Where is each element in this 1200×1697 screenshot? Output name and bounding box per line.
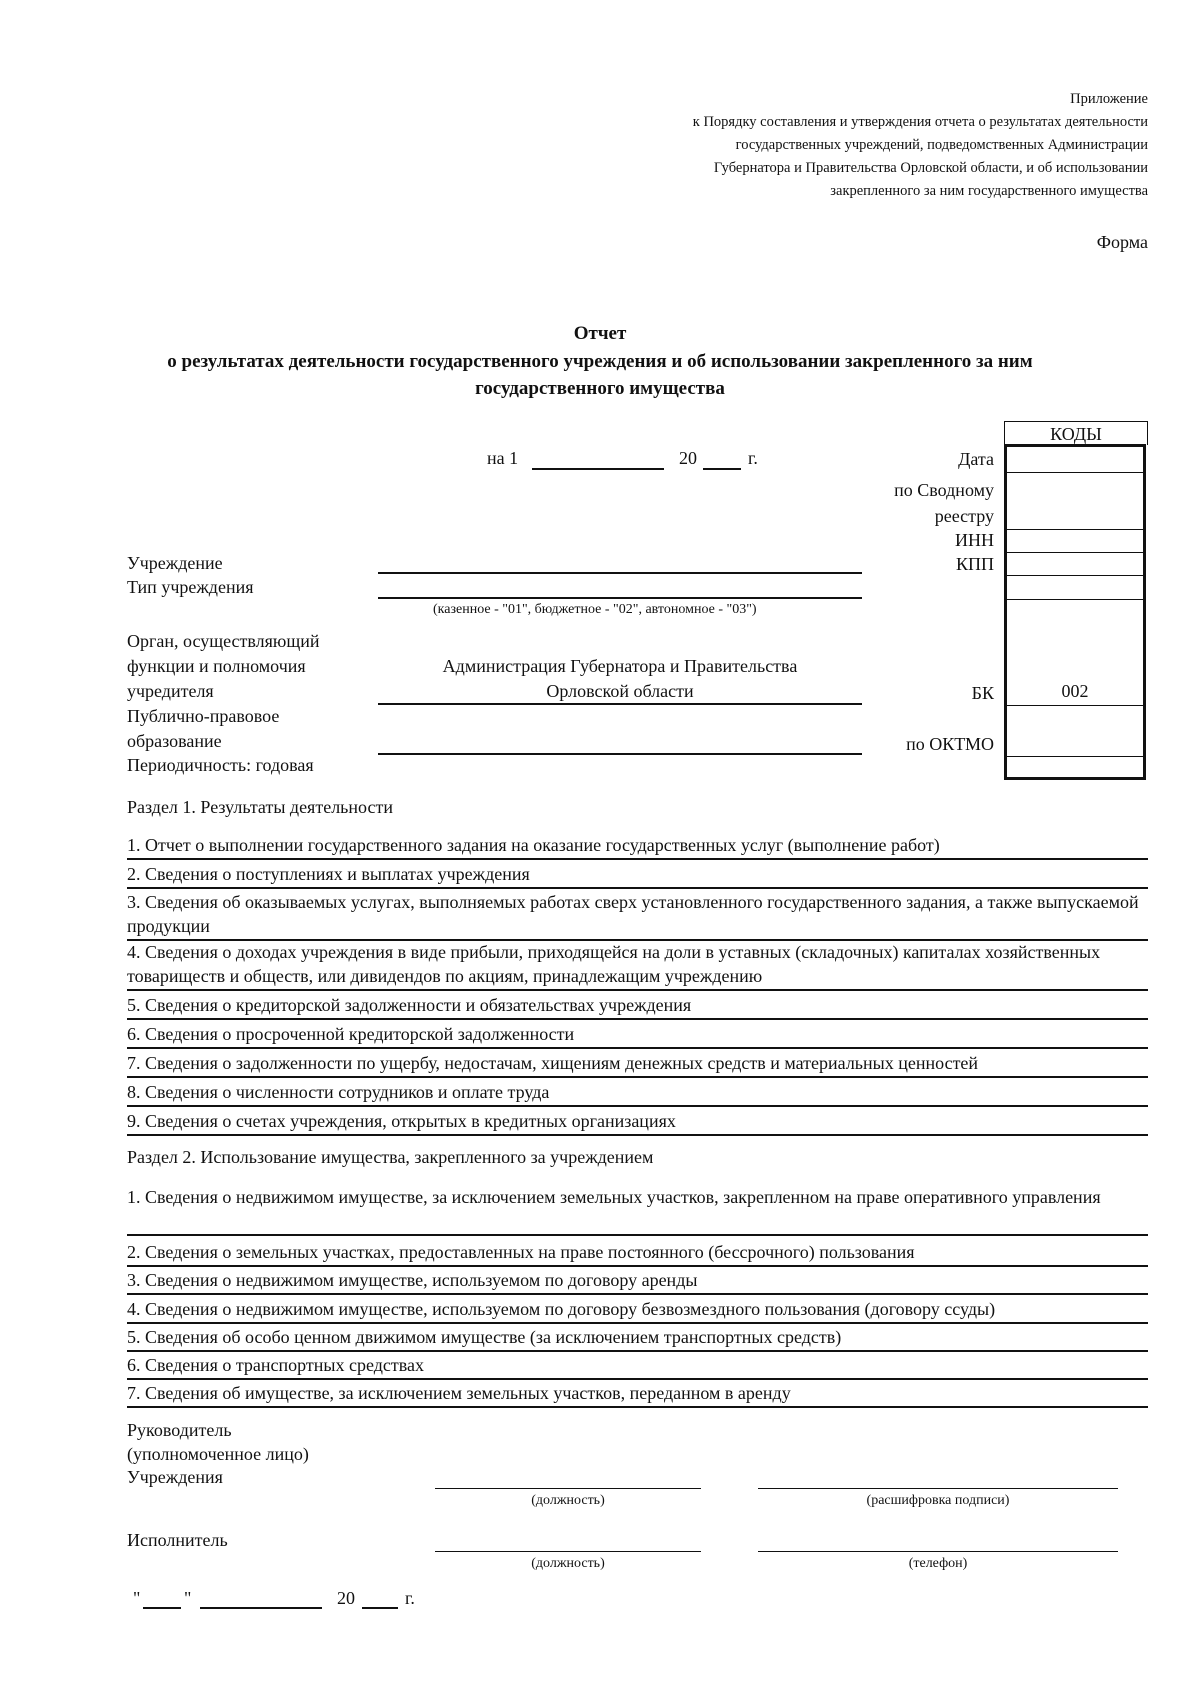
report-subtitle-line2: государственного имущества — [475, 378, 725, 399]
section1-item[interactable]: 2. Сведения о поступлениях и выплатах учреждения — [127, 862, 1148, 889]
section1-item[interactable]: 3. Сведения об оказываемых услугах, выполняемых работах сверх установленного государственного задания, а также выпускаемой продукции — [127, 890, 1148, 941]
periodicity-label: Периодичность: годовая — [127, 755, 314, 775]
codes-table — [1004, 444, 1146, 780]
codes-label-inn: ИНН — [955, 530, 994, 550]
executor-phone-field[interactable] — [758, 1551, 1118, 1552]
institution-type-field[interactable] — [378, 597, 862, 599]
codes-label-kpp: КПП — [955, 554, 994, 574]
codes-label-svod: по Сводному — [894, 480, 994, 500]
section1-item[interactable]: 8. Сведения о численности сотрудников и оплате труда — [127, 1080, 1148, 1107]
organ-label-line1: Орган, осуществляющий — [127, 631, 320, 651]
appendix-header — [428, 88, 1148, 203]
organ-field[interactable] — [378, 703, 862, 705]
section1-item[interactable]: 6. Сведения о просроченной кредиторской задолженности — [127, 1022, 1148, 1049]
section2-item[interactable]: 5. Сведения об особо ценном движимом имуществе (за исключением транспортных средств) — [127, 1325, 1148, 1352]
head-label-line3: Учреждения — [127, 1467, 223, 1487]
date-year-prefix: 20 — [679, 448, 697, 468]
appendix-line: Приложение — [1070, 91, 1148, 107]
sign-date-quote-close: " — [184, 1588, 192, 1608]
codes-header: КОДЫ — [1004, 421, 1148, 445]
codes-label-oktmo: по ОКТМО — [906, 734, 994, 754]
date-prefix: на 1 — [487, 448, 519, 468]
institution-label: Учреждение — [127, 553, 223, 573]
section2-title: Раздел 2. Использование имущества, закрепленного за учреждением — [127, 1147, 654, 1167]
codes-label-date: Дата — [958, 449, 994, 469]
institution-field[interactable] — [378, 572, 862, 574]
appendix-line: закрепленного за ним государственного имущества — [830, 183, 1148, 199]
code-registry-cell[interactable] — [1007, 472, 1143, 530]
organ-value-line1: Администрация Губернатора и Правительства — [442, 656, 798, 676]
section1-item[interactable]: 1. Отчет о выполнении государственного задания на оказание государственных услуг (выполнение работ) — [127, 833, 1148, 860]
sign-date-year-field[interactable] — [362, 1607, 398, 1609]
executor-label: Исполнитель — [127, 1530, 228, 1550]
code-periodicity-cell[interactable] — [1007, 756, 1143, 777]
head-position-caption: (должность) — [531, 1493, 605, 1508]
sign-date-year-prefix: 20 — [337, 1588, 355, 1608]
section2-item[interactable]: 1. Сведения о недвижимом имуществе, за исключением земельных участков, закрепленном на праве оперативного управления — [127, 1185, 1148, 1236]
sign-date-day-field[interactable] — [143, 1607, 181, 1609]
date-day-month-field[interactable] — [532, 468, 664, 470]
appendix-line: к Порядку составления и утверждения отчета о результатах деятельности — [692, 114, 1148, 130]
section2-item[interactable]: 4. Сведения о недвижимом имуществе, используемом по договору безвозмездного пользования (договору ссуды) — [127, 1297, 1148, 1324]
public-entity-label-line1: Публично-правовое — [127, 706, 280, 726]
codes-label-registry: реестру — [934, 506, 994, 526]
form-label: Форма — [1096, 232, 1148, 252]
date-year-suffix: г. — [748, 448, 758, 468]
codes-label-bk: БК — [971, 683, 994, 703]
public-entity-field[interactable] — [378, 753, 862, 755]
section1-item[interactable]: 7. Сведения о задолженности по ущербу, недостачам, хищениям денежных средств и материальных ценностей — [127, 1051, 1148, 1078]
institution-type-hint: (казенное - "01", бюджетное - "02", автономное - "03") — [433, 602, 757, 617]
section2-item[interactable]: 2. Сведения о земельных участках, предоставленных на праве постоянного (бессрочного) пользования — [127, 1240, 1148, 1267]
code-inn-cell[interactable] — [1007, 529, 1143, 553]
date-year-field[interactable] — [703, 468, 741, 470]
section1-item[interactable]: 9. Сведения о счетах учреждения, открытых в кредитных организациях — [127, 1109, 1148, 1136]
section2-item[interactable]: 6. Сведения о транспортных средствах — [127, 1353, 1148, 1380]
organ-label-line3: учредителя — [127, 681, 214, 701]
section1-item[interactable]: 4. Сведения о доходах учреждения в виде прибыли, приходящейся на доли в уставных (складочных) капиталах хозяйственных товариществ и обществ, или дивидендов по акциям, принадлежащим учреждению — [127, 940, 1148, 991]
sign-date-year-suffix: г. — [405, 1588, 415, 1608]
head-label-line2: (уполномоченное лицо) — [127, 1444, 309, 1464]
code-type-cell[interactable] — [1007, 575, 1143, 600]
organ-value-line2: Орловской области — [546, 681, 694, 701]
executor-phone-caption: (телефон) — [908, 1556, 968, 1571]
code-oktmo-cell[interactable] — [1007, 705, 1143, 757]
appendix-line: Губернатора и Правительства Орловской области, и об использовании — [713, 160, 1148, 176]
code-bk-cell[interactable] — [1007, 599, 1143, 706]
code-kpp-cell[interactable] — [1007, 552, 1143, 576]
executor-position-caption: (должность) — [531, 1556, 605, 1571]
sign-date-quote-open: " — [133, 1588, 141, 1608]
appendix-line: государственных учреждений, подведомственных Администрации — [735, 137, 1148, 153]
executor-position-field[interactable] — [435, 1551, 701, 1552]
report-title: Отчет — [573, 323, 627, 344]
section2-item[interactable]: 3. Сведения о недвижимом имуществе, используемом по договору аренды — [127, 1268, 1148, 1295]
public-entity-label-line2: образование — [127, 731, 222, 751]
head-signature-caption: (расшифровка подписи) — [866, 1493, 1010, 1508]
section1-item[interactable]: 5. Сведения о кредиторской задолженности и обязательствах учреждения — [127, 993, 1148, 1020]
head-position-field[interactable] — [435, 1488, 701, 1489]
code-date-cell[interactable] — [1007, 447, 1143, 473]
head-signature-field[interactable] — [758, 1488, 1118, 1489]
section1-title: Раздел 1. Результаты деятельности — [127, 797, 393, 817]
code-bk-value: 002 — [1061, 681, 1089, 701]
organ-label-line2: функции и полномочия — [127, 656, 306, 676]
section2-item[interactable]: 7. Сведения об имуществе, за исключением земельных участков, переданном в аренду — [127, 1381, 1148, 1408]
head-label-line1: Руководитель — [127, 1420, 232, 1440]
institution-type-label: Тип учреждения — [127, 577, 254, 597]
report-subtitle-line1: о результатах деятельности государственного учреждения и об использовании закрепленного за ним — [167, 351, 1033, 372]
sign-date-month-field[interactable] — [200, 1607, 322, 1609]
